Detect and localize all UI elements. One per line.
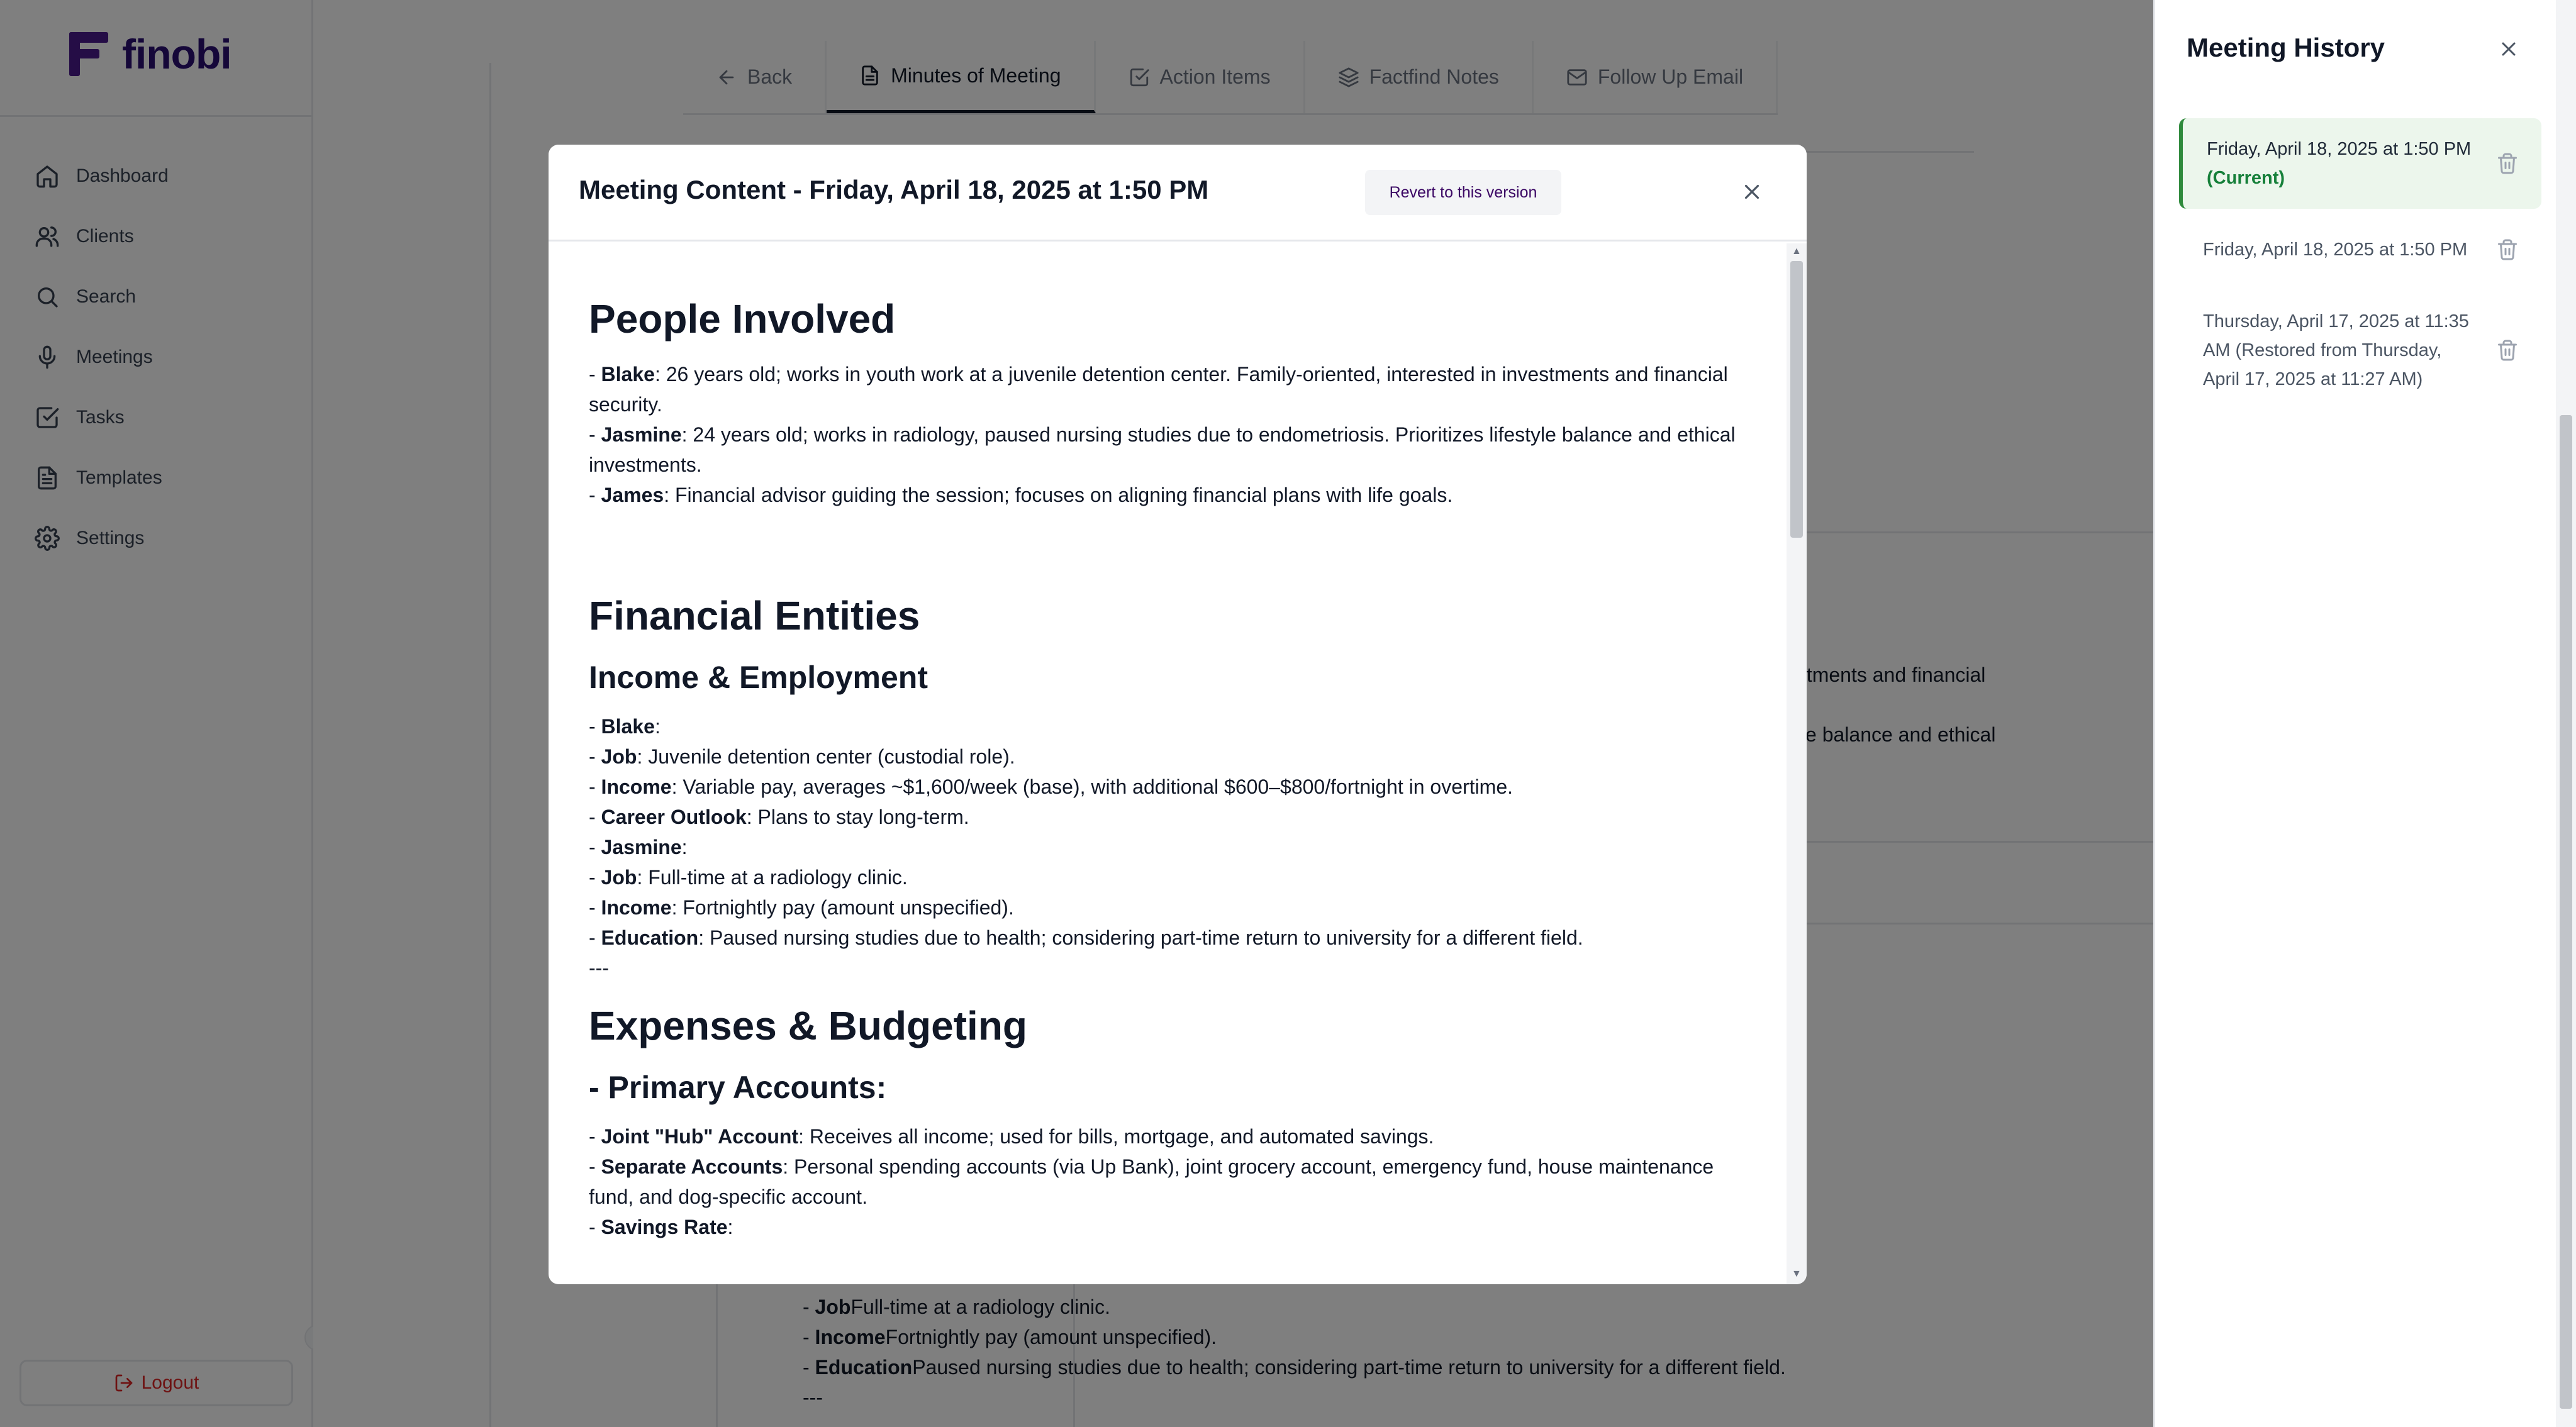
section-heading: Financial Entities bbox=[589, 593, 920, 638]
close-icon bbox=[2497, 38, 2520, 60]
people-item: - James: Financial advisor guiding the session; focuses on aligning financial plans with life goals. bbox=[589, 484, 1453, 506]
subsection-heading: Income & Employment bbox=[589, 660, 928, 695]
separator-text: --- bbox=[589, 957, 609, 979]
scroll-up-icon[interactable]: ▲ bbox=[1792, 246, 1802, 257]
history-item-label: Friday, April 18, 2025 at 1:50 PM bbox=[2203, 240, 2468, 260]
meeting-history-panel bbox=[2153, 0, 2576, 1427]
people-item: - Blake: 26 years old; works in youth work at a juvenile detention center. Family-oriented, interested in investments and financial security. bbox=[589, 363, 1728, 416]
income-line: - Income: Fortnightly pay (amount unspecified). bbox=[589, 896, 1014, 919]
modal-scrollbar[interactable] bbox=[1787, 243, 1807, 1284]
income-line: - Blake: bbox=[589, 715, 661, 738]
history-item-label: Thursday, April 17, 2025 at 11:35 AM (Restored from Thursday, April 17, 2025 at 11:27 AM) bbox=[2203, 311, 2469, 389]
subsection-heading: - Primary Accounts: bbox=[589, 1070, 887, 1105]
income-line: - Education: Paused nursing studies due to health; considering part-time return to university for a different field. bbox=[589, 926, 1583, 949]
trash-icon[interactable] bbox=[2496, 238, 2519, 261]
history-title: Meeting History bbox=[2187, 33, 2385, 62]
income-line: - Income: Variable pay, averages ~$1,600/week (base), with additional $600–$800/fortnight in overtime. bbox=[589, 775, 1513, 798]
history-item[interactable] bbox=[2179, 291, 2541, 410]
account-line: - Savings Rate: bbox=[589, 1216, 733, 1238]
income-line: - Job: Juvenile detention center (custodial role). bbox=[589, 745, 1015, 768]
history-close-button[interactable] bbox=[2495, 35, 2523, 63]
revert-version-button[interactable]: Revert to this version bbox=[1365, 170, 1561, 215]
history-item-label: Friday, April 18, 2025 at 1:50 PM bbox=[2207, 139, 2472, 159]
section-heading: People Involved bbox=[589, 296, 896, 341]
history-item[interactable] bbox=[2179, 118, 2541, 209]
income-line: - Career Outlook: Plans to stay long-term. bbox=[589, 806, 969, 828]
history-scrollbar-thumb[interactable] bbox=[2560, 415, 2572, 1409]
modal-body bbox=[549, 243, 1787, 1284]
income-line: - Jasmine: bbox=[589, 836, 688, 858]
income-line: - Job: Full-time at a radiology clinic. bbox=[589, 866, 908, 889]
people-item: - Jasmine: 24 years old; works in radiology, paused nursing studies due to endometriosis. Prioritizes lifestyle balance and ethical investments. bbox=[589, 423, 1736, 476]
trash-icon[interactable] bbox=[2496, 339, 2519, 362]
meeting-content-modal bbox=[549, 145, 1807, 1284]
account-line: - Joint "Hub" Account: Receives all income; used for bills, mortgage, and automated savings. bbox=[589, 1125, 1434, 1148]
modal-close-button[interactable] bbox=[1737, 177, 1766, 206]
close-icon bbox=[1740, 180, 1764, 204]
current-badge: (Current) bbox=[2207, 168, 2285, 188]
history-list bbox=[2179, 118, 2541, 420]
section-heading: Expenses & Budgeting bbox=[589, 1003, 1027, 1048]
account-line: - Separate Accounts: Personal spending accounts (via Up Bank), joint grocery account, emergency fund, house maintenance fund, and dog-specific account. bbox=[589, 1155, 1714, 1208]
modal-scrollbar-thumb[interactable] bbox=[1790, 261, 1803, 538]
history-scrollbar[interactable] bbox=[2556, 0, 2576, 1427]
modal-title: Meeting Content - Friday, April 18, 2025 at 1:50 PM bbox=[579, 175, 1209, 204]
trash-icon[interactable] bbox=[2496, 152, 2519, 175]
modal-header bbox=[549, 145, 1807, 242]
history-item[interactable] bbox=[2179, 219, 2541, 280]
scroll-down-icon[interactable]: ▼ bbox=[1792, 1269, 1802, 1279]
